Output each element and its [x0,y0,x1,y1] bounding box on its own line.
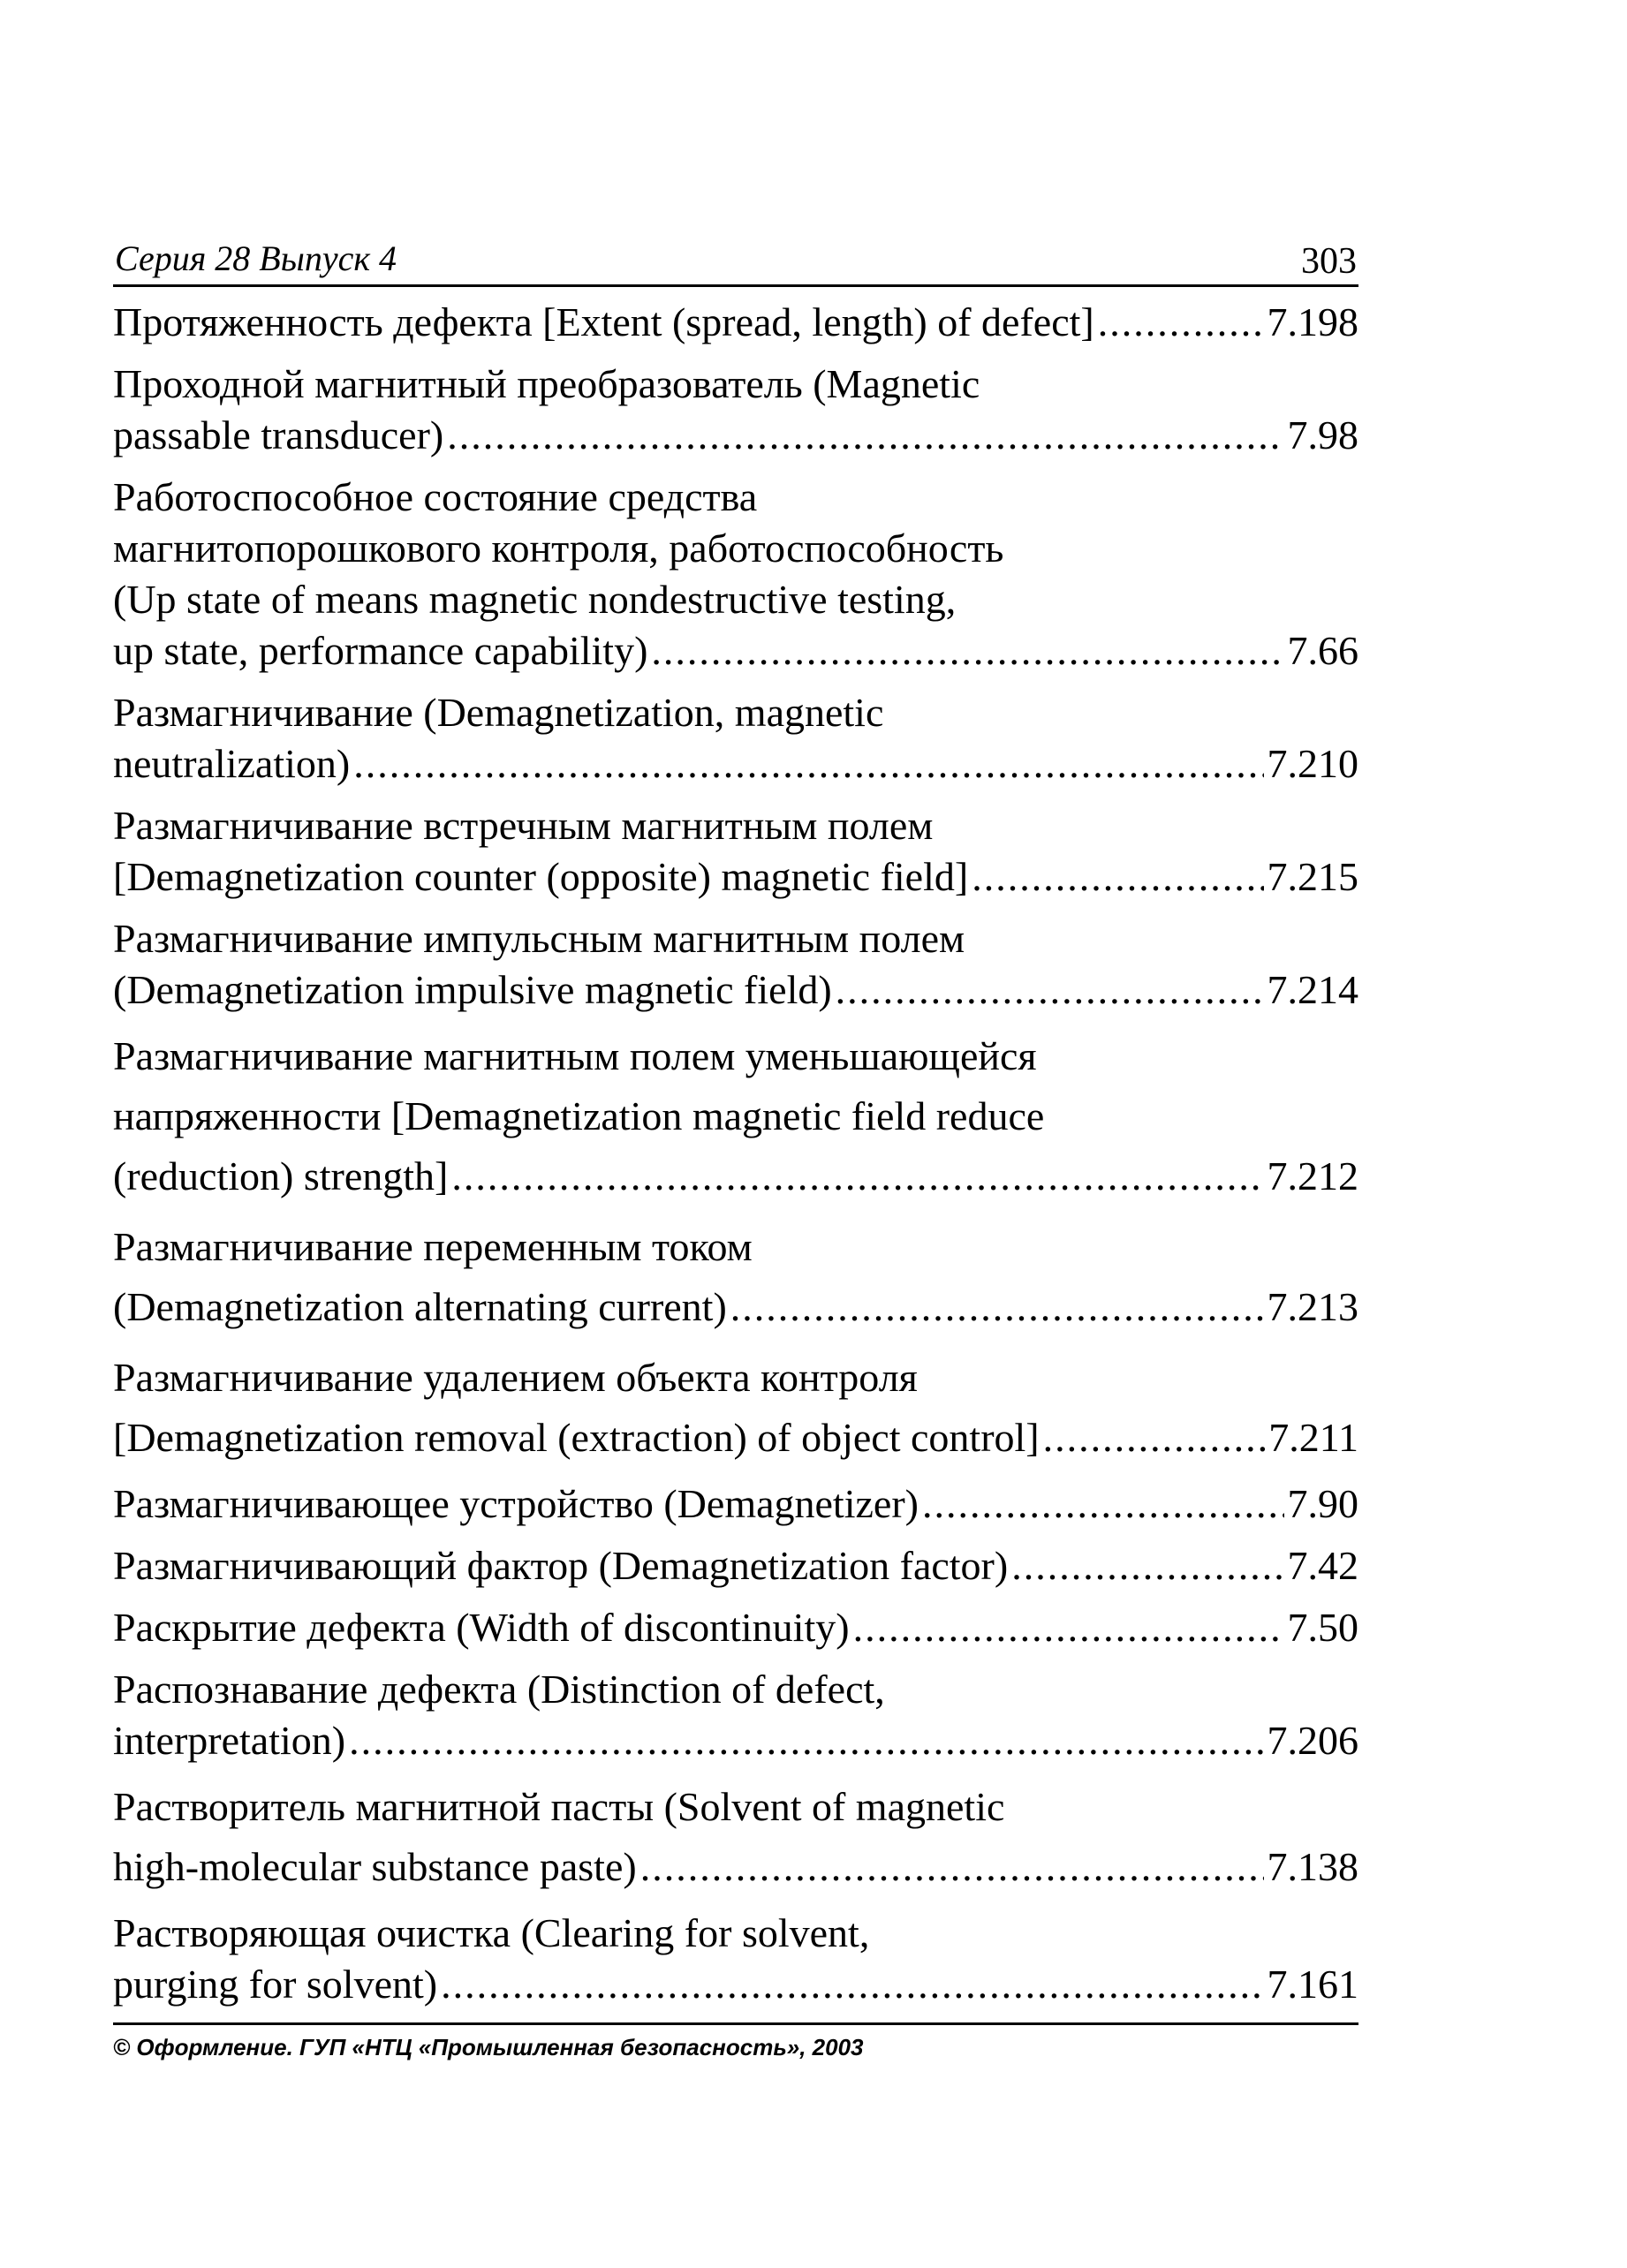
entry-text-line: high-molecular substance paste) [113,1844,637,1889]
dot-leader [651,625,1283,677]
entry-reference-number: 7.66 [1287,628,1358,673]
entry-text-line: (reduction) strength] [113,1153,449,1198]
entry-last-line [113,1959,1358,2010]
entry-text-line: Раскрытие дефекта (Width of discontinuity) [113,1605,850,1650]
entry-last-line [113,410,1358,461]
index-entry [113,1478,1358,1530]
entry-last-line [113,1478,1358,1530]
entry-reference-number: 7.98 [1287,412,1358,457]
entry-text-line: Работоспособное состояние средства [113,474,758,519]
entry-last-line [113,1602,1358,1653]
index-entry [113,297,1358,348]
index-entry [113,1777,1358,1897]
entry-text-line: Размагничивание импульсным магнитным полем [113,916,965,961]
dot-leader [640,1837,1264,1897]
entry-last-line [113,625,1358,677]
index-entry [113,913,1358,1016]
index-entry [113,472,1358,677]
entry-reference-number: 7.215 [1267,854,1358,899]
entry-text-line: Распознавание дефекта (Distinction of defect, [113,1667,885,1712]
dot-leader [836,964,1264,1016]
entry-last-line [113,1540,1358,1591]
index-entry [113,1348,1358,1468]
index-entry [113,1908,1358,2010]
entry-text-line: напряженности [Demagnetization magnetic field reduce [113,1093,1045,1138]
page-number: 303 [1301,241,1357,282]
entry-text-line: Размагничивающее устройство (Demagnetizer) [113,1481,919,1526]
entry-last-line [113,738,1358,790]
entry-text-line: Размагничивание магнитным полем уменьшающейся [113,1033,1037,1078]
dot-leader [1043,1408,1266,1468]
entry-text-line: (Demagnetization alternating current) [113,1284,727,1329]
dot-leader [922,1478,1284,1530]
entry-text-line: Размагничивание встречным магнитным полем [113,803,934,848]
entry-text-line: Проходной магнитный преобразователь (Magnetic [113,361,980,406]
entry-last-line [113,1715,1358,1766]
series-title: Серия 28 Выпуск 4 [115,238,397,278]
entry-reference-number: 7.198 [1267,299,1358,344]
dot-leader [451,1146,1263,1206]
running-header [113,235,1358,287]
index-entry [113,800,1358,903]
entry-text-line: Размагничивание (Demagnetization, magnetic [113,690,884,735]
entry-text-line: purging for solvent) [113,1962,438,2007]
copyright-footer [113,2022,1358,2061]
dot-leader [447,410,1283,461]
entry-text-line: магнитопорошкового контроля, работоспособность [113,525,1004,571]
entry-reference-number: 7.211 [1268,1415,1358,1460]
entry-text-line: Протяженность дефекта [Extent (spread, length) of defect] [113,299,1094,344]
entry-reference-number: 7.214 [1267,967,1358,1012]
entry-text-line: interpretation) [113,1718,346,1763]
entry-text-line: [Demagnetization counter (opposite) magnetic field] [113,854,969,899]
entry-text-line: up state, performance capability) [113,628,648,673]
dot-leader [441,1959,1263,2010]
entry-last-line [113,964,1358,1016]
entry-last-line [113,297,1358,348]
entry-reference-number: 7.206 [1267,1718,1358,1763]
dot-leader [353,738,1263,790]
entry-reference-number: 7.42 [1287,1543,1358,1588]
entry-text-line: Размагничивание удалением объекта контроля [113,1355,918,1400]
entry-last-line [113,1277,1358,1337]
index-entry [113,1664,1358,1766]
entry-last-line [113,851,1358,903]
entry-text-line: Размагничивание переменным током [113,1224,753,1269]
dot-leader [1011,1540,1283,1591]
entry-reference-number: 7.213 [1267,1284,1358,1329]
entry-reference-number: 7.210 [1267,741,1358,786]
entry-last-line [113,1408,1358,1468]
dot-leader [349,1715,1263,1766]
index-entry [113,1217,1358,1337]
index-entry [113,687,1358,790]
dot-leader [730,1277,1264,1337]
entry-reference-number: 7.161 [1267,1962,1358,2007]
copyright-text: © Оформление. ГУП «НТЦ «Промышленная безопасность», 2003 [113,2034,864,2060]
entry-text-line: Растворитель магнитной пасты (Solvent of magnetic [113,1784,1005,1829]
entry-reference-number: 7.212 [1267,1153,1358,1198]
entry-reference-number: 7.90 [1287,1481,1358,1526]
entry-text-line: (Demagnetization impulsive magnetic field) [113,967,832,1012]
index-entry [113,359,1358,461]
index-entry [113,1026,1358,1206]
entry-text-line: passable transducer) [113,412,444,457]
index-entry [113,1602,1358,1653]
dot-leader [972,851,1263,903]
dot-leader [853,1602,1284,1653]
entry-reference-number: 7.50 [1287,1605,1358,1650]
entry-reference-number: 7.138 [1267,1844,1358,1889]
entry-text-line: [Demagnetization removal (extraction) of object control] [113,1415,1040,1460]
entry-text-line: (Up state of means magnetic nondestructive testing, [113,577,957,622]
index-list [113,297,1358,2021]
entry-text-line: Размагничивающий фактор (Demagnetization factor) [113,1543,1009,1588]
entry-text-line: neutralization) [113,741,351,786]
entry-last-line [113,1837,1358,1897]
entry-text-line: Растворяющая очистка (Clearing for solvent, [113,1910,870,1955]
dot-leader [1098,297,1264,348]
index-entry [113,1540,1358,1591]
entry-last-line [113,1146,1358,1206]
